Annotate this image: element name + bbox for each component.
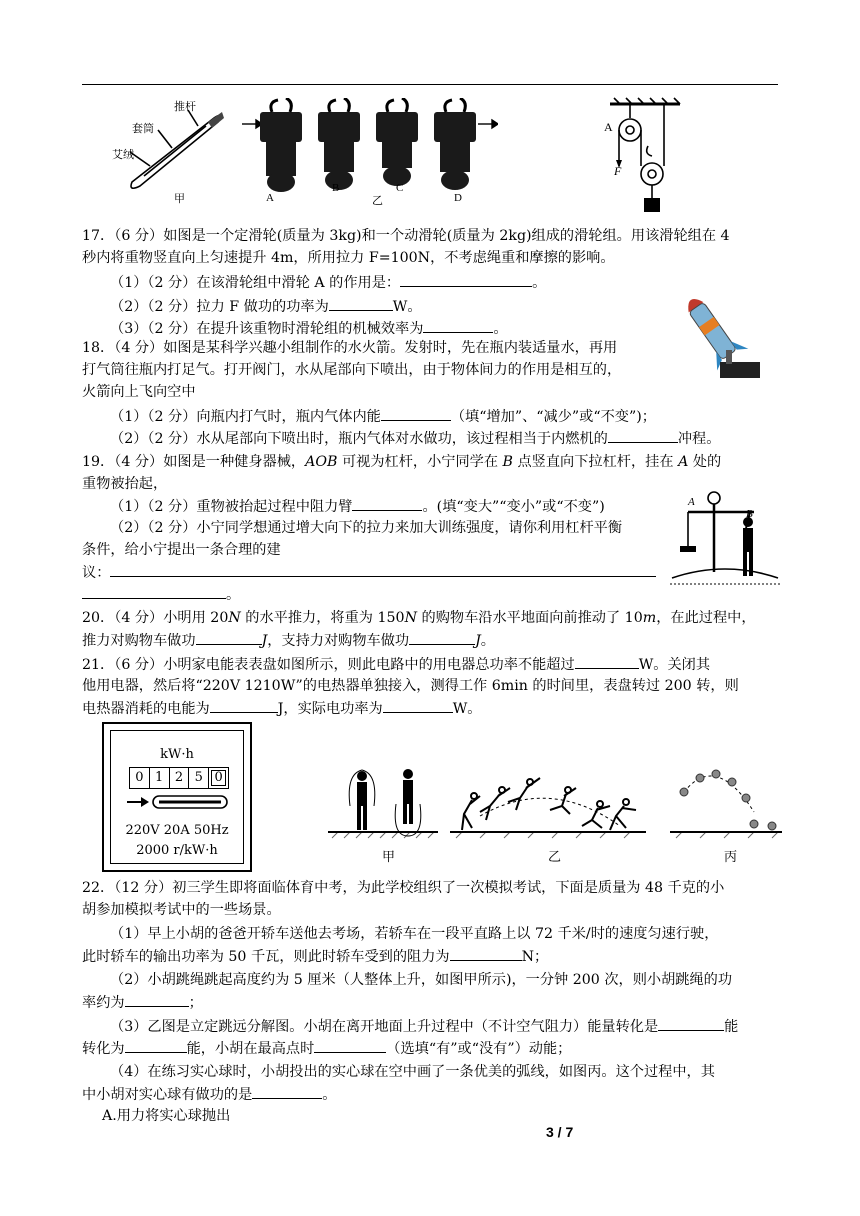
q22-p2c: ； [188, 995, 203, 1011]
q21-l3c: W。 [452, 701, 482, 717]
label-sports-jia: 甲 [382, 849, 396, 864]
meter-digit: 2 [170, 768, 190, 788]
meter-digit-decimal: 0 [209, 768, 228, 788]
q17-answer3-blank[interactable] [423, 318, 493, 333]
q19-part1-text: （1）（2 分）重物被抬起过程中阻力臂 [110, 499, 353, 515]
q22-answer6-blank[interactable] [252, 1084, 322, 1099]
q19-part1 [110, 496, 605, 517]
q22-p2b: 率约为 [82, 995, 125, 1011]
q20-j2: J [475, 633, 481, 649]
label-yi-fig1: 乙 [372, 195, 383, 207]
q17-stem-line1: 17．（6 分）如图是一个定滑轮(质量为 3kg)和一个动滑轮(质量为 2kg)组成的滑轮组。用该滑轮组在 4 [82, 228, 730, 244]
q19-end: 。 [226, 587, 241, 603]
q21-l3b: J，实际电功率为 [277, 701, 383, 717]
q19-part2-line1: （2）（2 分）小宁同学想通过增大向下的拉力来加大训练强度，请你利用杠杆平衡 [110, 520, 623, 536]
q19-point-a: A [678, 454, 689, 470]
pulley-figure [600, 94, 690, 218]
q22-stem-line2: 胡参加模拟考试中的一些场景。 [82, 902, 281, 918]
q17-part1-text: （1）（2 分）在该滑轮组中滑轮 A 的作用是： [110, 275, 401, 291]
shot-put-figure [670, 766, 782, 842]
header-rule [82, 84, 778, 85]
q18-stem-line1: 18．（4 分）如图是某科学兴趣小组制作的水火箭。发射时，先在瓶内装适量水，再用 [82, 340, 618, 356]
q17-part3-text: （3）（2 分）在提升该重物时滑轮组的机械效率为 [110, 321, 424, 337]
meter-digits [129, 767, 229, 789]
meter-revolutions: 2000 r/kW·h [136, 843, 218, 858]
lever-figure [670, 490, 780, 586]
label-sports-bing: 丙 [724, 849, 738, 864]
q19-answer2-blank-cont[interactable] [82, 584, 226, 599]
meter-unit: kW·h [160, 747, 194, 762]
q22-answer4-blank[interactable] [125, 1038, 187, 1053]
q18-part1-text: （1）（2 分）向瓶内打气时，瓶内气体内能 [110, 409, 381, 425]
label-airong: 艾绒 [112, 149, 134, 161]
q22-part2-line2 [82, 992, 203, 1013]
q21-line3 [82, 698, 482, 719]
q18-part1-hint: （填“增加”、“减少”或“不变”)； [450, 409, 656, 425]
meter-digit: 5 [189, 768, 209, 788]
q22-answer3-blank[interactable] [658, 1016, 724, 1031]
q22-p4b: 中小胡对实心球有做功的是 [82, 1087, 253, 1103]
q17-answer2-blank[interactable] [329, 296, 393, 311]
rope-skipping-figure [328, 766, 438, 842]
page-number: 3 / 7 [546, 1124, 574, 1140]
q20-n2: N [404, 610, 418, 626]
q20-l2b: ，支持力对购物车做功 [267, 633, 410, 649]
q22-answer1-blank[interactable] [450, 946, 522, 961]
q22-p4c: 。 [322, 1087, 337, 1103]
q20-m: m [642, 610, 657, 626]
q17-part1 [110, 272, 546, 293]
engine-strokes-figure [238, 98, 498, 198]
q18-stem-line2: 打气筒往瓶内打足气。打开阀门，水从尾部向下喷出，由于物体间力的作用是相互的， [82, 362, 622, 378]
q17-answer1-blank[interactable] [400, 272, 532, 287]
q19-stem-b: 可视为杠杆，小宁同学在 [337, 454, 503, 470]
q20-answer1-blank[interactable] [196, 630, 262, 645]
q22-part4-line2 [82, 1084, 336, 1105]
q19-stem-line2: 重物被抬起， [82, 476, 168, 492]
q19-answer1-blank[interactable] [352, 496, 422, 511]
q20-j1: J [261, 633, 268, 649]
q19-part2-line4 [82, 584, 240, 605]
q21-answer3-blank[interactable] [383, 698, 453, 713]
q22-p1b: 此时轿车的输出功率为 50 千瓦，则此时轿车受到的阻力为 [82, 949, 450, 965]
q17-part2 [110, 296, 422, 317]
q19-answer2-blank[interactable] [110, 562, 656, 577]
label-sports-yi: 乙 [548, 849, 562, 864]
q18-answer2-blank[interactable] [608, 428, 678, 443]
q17-part1-end: 。 [532, 275, 547, 291]
q20-s1: 20．（4 分）小明用 20 [82, 610, 229, 626]
meter-rating: 220V 20A 50Hz [125, 823, 229, 838]
q21-line1 [82, 654, 710, 675]
q19-part2-line2: 条件，给小宁提出一条合理的建 [82, 542, 281, 558]
q19-aob: AOB [305, 454, 338, 470]
q18-part1 [110, 406, 656, 427]
label-stroke-d: D [454, 192, 462, 204]
q22-part3-line1 [110, 1016, 738, 1037]
q17-part2-text: （2）（2 分）拉力 F 做功的功率为 [110, 299, 329, 315]
q22-part1-line1: （1）早上小胡的爸爸开轿车送他去考场，若轿车在一段平直路上以 72 千米/时的速度匀速行驶， [110, 926, 719, 942]
label-pulley-a: A [604, 120, 613, 134]
label-taotong: 套筒 [132, 123, 154, 135]
q22-part2-line1: （2）小胡跳绳跳起高度约为 5 厘米（人整体上升，如图甲所示)，一分钟 200 次，则小胡跳绳的功 [110, 972, 733, 988]
q19-part1-hint: 。(填“变大”“变小”或“不变”) [422, 499, 605, 515]
meter-digit: 1 [150, 768, 170, 788]
label-stroke-c: C [396, 182, 404, 194]
q22-part4-line1: （4）在练习实心球时，小胡投出的实心球在空中画了一条优美的弧线，如图丙。这个过程中，其 [110, 1064, 715, 1080]
q18-stem-line3: 火箭向上飞向空中 [82, 384, 196, 400]
q21-answer2-blank[interactable] [210, 698, 278, 713]
meter-digit: 0 [130, 768, 150, 788]
q20-line1 [82, 608, 756, 628]
q22-part3-line2 [82, 1038, 571, 1059]
q17-part3-end: 。 [493, 321, 508, 337]
q22-option-a: A.用力将实心球抛出 [102, 1108, 231, 1124]
label-stroke-a: A [266, 192, 274, 204]
q22-p3c: 转化为 [82, 1041, 125, 1057]
standing-jump-figure [450, 766, 646, 842]
q18-answer1-blank[interactable] [381, 406, 451, 421]
label-lever-a: A [688, 496, 695, 508]
q19-stem-line1 [82, 452, 721, 472]
q20-s3: 的购物车沿水平地面向前推动了 10 [417, 610, 643, 626]
q21-l1b: W。关闭其 [638, 657, 711, 673]
q18-part2-end: 冲程。 [677, 431, 721, 447]
q22-p3a: （3）乙图是立定跳远分解图。小胡在离开地面上升过程中（不计空气阻力）能量转化是 [110, 1019, 659, 1035]
q19-stem-a: 19．（4 分）如图是一种健身器械， [82, 454, 306, 470]
q17-part2-unit: W。 [392, 299, 422, 315]
q19-point-b: B [502, 454, 513, 470]
q19-stem-c: 点竖直向下拉杠杆，挂在 [512, 454, 679, 470]
q20-n1: N [228, 610, 241, 626]
label-jia-fig1: 甲 [174, 193, 185, 205]
meter-disc-icon [127, 795, 229, 809]
label-tuigan: 推杆 [174, 101, 196, 113]
q19-stem-d: 处的 [688, 454, 722, 470]
water-rocket-figure [674, 290, 774, 390]
q20-s4: ，在此过程中， [656, 610, 756, 626]
q19-suggestion-label: 议： [82, 565, 111, 581]
label-pulley-f: F [614, 164, 622, 178]
q22-part1-line2 [82, 946, 548, 967]
q22-answer2-blank[interactable] [125, 992, 189, 1007]
q21-answer1-blank[interactable] [575, 654, 639, 669]
electric-meter-figure [102, 722, 252, 872]
q22-p3b: 能 [724, 1019, 739, 1035]
q18-part2-text: （2）（2 分）水从尾部向下喷出时，瓶内气体对水做功，该过程相当于内燃机的 [110, 431, 608, 447]
q22-p3e: （选填“有”或“没有”）动能； [386, 1041, 572, 1057]
q20-end: 。 [480, 633, 495, 649]
q22-p3d: 能，小胡在最高点时 [186, 1041, 315, 1057]
q21-l3a: 电热器消耗的电能为 [82, 701, 210, 717]
q21-line2: 他用电器，然后将“220V 1210W”的电热器单独接入，测得工作 6min 的时间里，表盘转过 200 转，则 [82, 678, 739, 694]
q20-answer2-blank[interactable] [409, 630, 475, 645]
q22-p1c: N； [521, 949, 549, 965]
q22-answer5-blank[interactable] [314, 1038, 386, 1053]
q21-l1a: 21．（6 分）小明家电能表表盘如图所示，则此电路中的用电器总功率不能超过 [82, 657, 575, 673]
q18-part2 [110, 428, 720, 449]
label-stroke-b: B [332, 182, 340, 194]
meter-inner-frame [110, 730, 244, 864]
q20-l2a: 推力对购物车做功 [82, 633, 196, 649]
q20-line2 [82, 630, 495, 651]
q19-part2-line3 [82, 562, 656, 583]
q20-s2: 的水平推力，将重为 150 [240, 610, 405, 626]
label-lever-b: B [746, 508, 753, 520]
q17-part3 [110, 318, 508, 339]
q17-stem-line2: 秒内将重物竖直向上匀速提升 4m，所用拉力 F=100N，不考虑绳重和摩擦的影响。 [82, 250, 615, 266]
q22-stem-line1: 22．（12 分）初三学生即将面临体育中考，为此学校组织了一次模拟考试，下面是质量为 48 千克的小 [82, 880, 725, 896]
